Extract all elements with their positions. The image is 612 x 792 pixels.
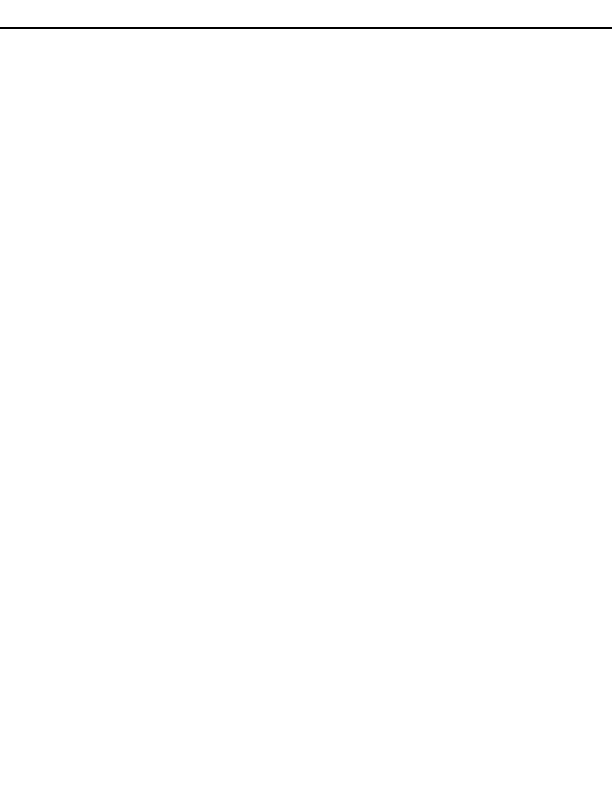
footer-doc-number bbox=[267, 756, 275, 763]
fig2-zener-current-chart bbox=[55, 385, 315, 735]
fig3-zener-current-chart bbox=[325, 385, 565, 735]
fig1-power-dissipation-chart bbox=[140, 95, 475, 335]
header-rule bbox=[0, 27, 612, 29]
